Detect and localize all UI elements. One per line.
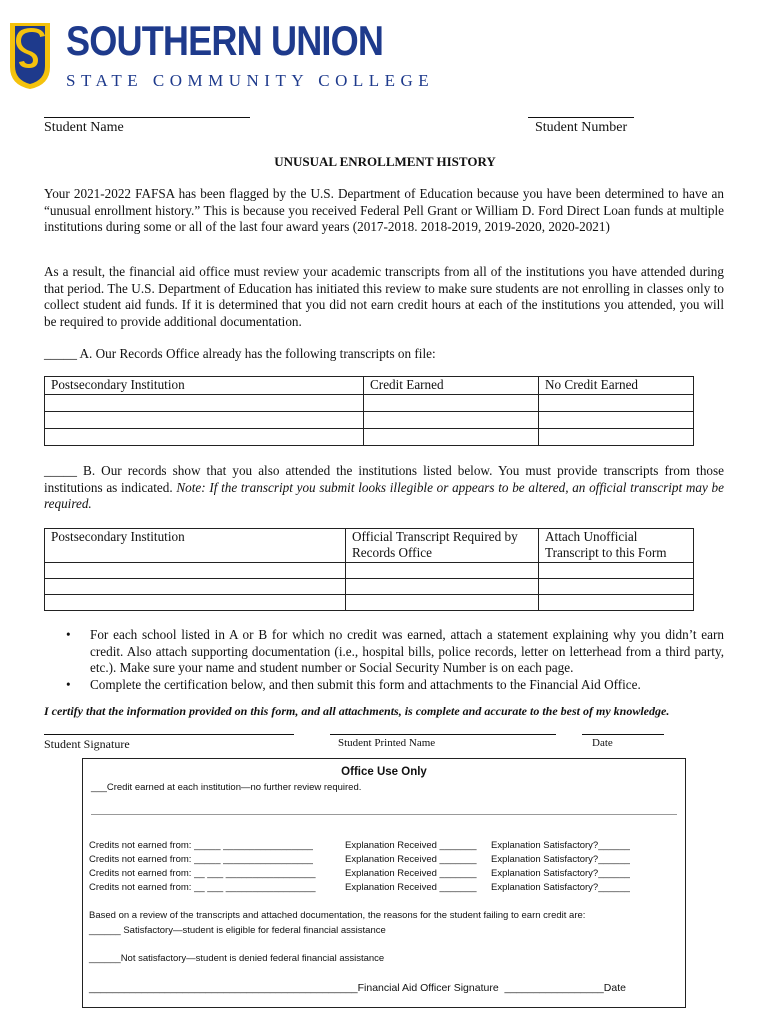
section-a-header-credit: Credit Earned bbox=[364, 377, 539, 395]
printed-name-line[interactable] bbox=[330, 734, 556, 735]
explanation-satisfactory-1[interactable]: Explanation Satisfactory?______ bbox=[491, 840, 630, 851]
date-line[interactable] bbox=[582, 734, 664, 735]
section-b-instruction: _____ B. Our records show that you also attended the institutions listed below. You must provide transcripts from those institutions as indicated. bbox=[44, 463, 724, 495]
credits-not-earned-4[interactable]: Credits not earned from: __ ___ _________________ bbox=[89, 882, 316, 893]
student-name-label: Student Name bbox=[44, 120, 124, 135]
divider bbox=[91, 814, 677, 815]
table-row bbox=[45, 595, 694, 611]
list-item: • Complete the certification below, and then submit this form and attachments to the Financial Aid Office. bbox=[66, 676, 641, 692]
officer-signature-line[interactable]: ______________________________________________Financial Aid Officer Signature _________________Date bbox=[89, 982, 626, 994]
credits-not-earned-2[interactable]: Credits not earned from: _____ _________________ bbox=[89, 854, 313, 865]
office-use-box bbox=[82, 758, 686, 1008]
table-row bbox=[45, 429, 694, 446]
section-a-text: _____ A. Our Records Office already has the following transcripts on file: bbox=[44, 346, 436, 361]
student-number-label: Student Number bbox=[535, 120, 628, 135]
satisfactory-option[interactable]: ______ Satisfactory—student is eligible for federal financial assistance bbox=[89, 925, 386, 936]
date-label: Date bbox=[592, 737, 613, 749]
review-paragraph: As a result, the financial aid office must review your academic transcripts from all of the institutions you have attended during that period. The U.S. Department of Education has initiated this review to make sure students are not enrolling in classes only to collect student aid funds. If it is determined that you did not earn credit hours at each of the institutions you attended, you will be required to provide additional documentation. bbox=[44, 264, 724, 329]
table-row bbox=[45, 412, 694, 429]
not-satisfactory-option[interactable]: ______Not satisfactory—student is denied federal financial assistance bbox=[89, 953, 385, 964]
college-name: SOUTHERN UNION bbox=[66, 17, 384, 64]
instruction-list bbox=[44, 627, 724, 693]
bullet-icon: • bbox=[66, 676, 71, 692]
table-row bbox=[45, 579, 694, 595]
college-logo-mark bbox=[10, 23, 50, 89]
certification-statement: I certify that the information provided on this form, and all attachments, is complete and accurate to the best of my knowledge. bbox=[44, 704, 670, 718]
section-b-header-official: Official Transcript Required by Records Office bbox=[346, 529, 539, 563]
table-row bbox=[45, 395, 694, 412]
intro-paragraph: Your 2021-2022 FAFSA has been flagged by the U.S. Department of Education because you have been determined to have an “unusual enrollment history.” This is because you received Federal Pell Grant or William D. Ford Direct Loan funds at multiple institutions during some or all of the last four award years (2017-2018. 2018-2019, 2019-2020, 2020-2021) bbox=[44, 186, 724, 234]
section-b-header-unofficial: Attach Unofficial Transcript to this Form bbox=[539, 529, 694, 563]
explanation-received-4[interactable]: Explanation Received _______ bbox=[345, 882, 477, 893]
bullet-icon: • bbox=[66, 627, 71, 642]
student-signature-line[interactable] bbox=[44, 734, 294, 735]
section-b-text bbox=[44, 463, 724, 513]
section-a-header-no-credit: No Credit Earned bbox=[539, 377, 694, 395]
section-a-header-institution: Postsecondary Institution bbox=[45, 377, 364, 395]
printed-name-label: Student Printed Name bbox=[338, 737, 436, 749]
student-number-line[interactable] bbox=[528, 117, 634, 118]
college-subtitle: STATE COMMUNITY COLLEGE bbox=[66, 71, 435, 90]
list-item: • For each school listed in A or B for which no credit was earned, attach a statement explaining why you didn’t earn credit. Also attach supporting documentation (i.e., hospital bills, police records, letter on letterhead from a third party, etc.). Make sure your name and student number or Social Security Number is on each page. bbox=[66, 627, 724, 675]
section-b-table bbox=[44, 528, 694, 611]
section-b-note: Note: If the transcript you submit looks illegible or appears to be altered, an official transcript may be required. bbox=[44, 479, 724, 511]
credits-not-earned-3[interactable]: Credits not earned from: __ ___ _________________ bbox=[89, 868, 316, 879]
explanation-received-1[interactable]: Explanation Received _______ bbox=[345, 840, 477, 851]
office-use-title: Office Use Only bbox=[341, 766, 427, 778]
credits-not-earned-1[interactable]: Credits not earned from: _____ _________________ bbox=[89, 840, 313, 851]
table-row bbox=[45, 563, 694, 579]
student-name-line[interactable] bbox=[44, 117, 250, 118]
explanation-received-2[interactable]: Explanation Received _______ bbox=[345, 854, 477, 865]
student-signature-label: Student Signature bbox=[44, 737, 130, 751]
page-title: UNUSUAL ENROLLMENT HISTORY bbox=[274, 154, 496, 169]
credit-earned-line[interactable]: ___Credit earned at each institution—no further review required. bbox=[91, 782, 362, 793]
section-a-table bbox=[44, 376, 694, 446]
review-basis-text: Based on a review of the transcripts and attached documentation, the reasons for the student failing to earn credit are: bbox=[89, 910, 586, 921]
section-b-header-institution: Postsecondary Institution bbox=[45, 529, 346, 563]
explanation-satisfactory-3[interactable]: Explanation Satisfactory?______ bbox=[491, 868, 630, 879]
explanation-received-3[interactable]: Explanation Received _______ bbox=[345, 868, 477, 879]
explanation-satisfactory-2[interactable]: Explanation Satisfactory?______ bbox=[491, 854, 630, 865]
explanation-satisfactory-4[interactable]: Explanation Satisfactory?______ bbox=[491, 882, 630, 893]
